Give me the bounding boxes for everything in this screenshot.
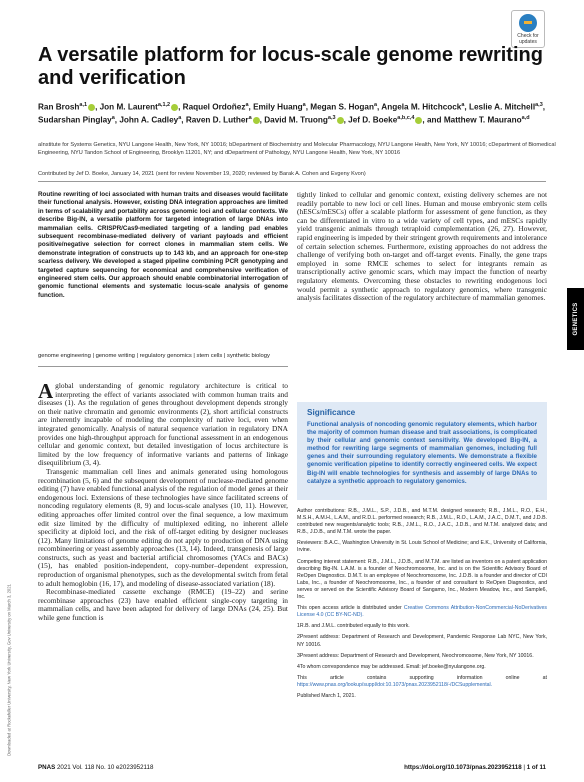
author-affiliation-marker: a,1 <box>79 102 88 108</box>
abstract: Routine rewriting of loci associated with human traits and diseases would facilitate their functional analysis. However, existing DNA integration approaches are limited in terms of scalability and portability across genomic loci and cellular contexts. We describe Big-IN, a versatile platform for targeted integration of large DNAs into mammalian cells. CRISPR/Cas9-mediated targeting of a landing pad enables subsequent recombinase-mediated delivery of variant payloads and efficient positive/negative selection for correct clones in mammalian stem cells. We demonstrate integration of constructs up to 143 kb, and an approach for one-step scarless delivery. We developed a staged pipeline combining PCR genotyping and targeted capture sequencing for economical and comprehensive verification of engineered stem cells. Our approach should enable combinatorial interrogation of genomic functional elements and systematic locus-scale analysis of genome function. <box>38 191 288 299</box>
badge-line1: Check for <box>517 33 539 39</box>
orcid-icon[interactable] <box>415 117 422 124</box>
supporting-info-note: This article contains supporting information online at https://www.pnas.org/lookup/suppl/doi:10.1073/pnas.2023952118/-/DCSupplemental. <box>297 674 547 688</box>
update-icon <box>519 14 537 32</box>
author-affiliation-marker: a <box>373 102 378 108</box>
present-address-3: 3Present address: Department of Research and Development, Neochromosome, New York, NY 10016. <box>297 652 534 659</box>
author-affiliation-marker: a,b,c,4 <box>397 115 415 122</box>
author-affiliation-marker: a <box>248 115 252 122</box>
competing-interest: Competing interest statement: R.B., J.M.L., J.D.B., and M.T.M. are listed as inventors on a patent application describing Big-IN. L.A.M. is a founder of Neochromosome, Inc. and is on the Scientific Advisory Board of ReOpen Diagnostics. D.M.T. is an employee of Neochromosome, Inc. J.D.B. is a founder and director of CDI Labs, Inc., a founder of Neochromosome, Inc., a founder of and consultant to ReOpen Diagnostics, and serves or served on the Scientific Advisory Board of Sangamo, Inc., Modern Meadow, Inc., and Sample6, Inc. <box>297 558 547 601</box>
author-name[interactable]: Raquel Ordoñez <box>182 102 246 112</box>
orcid-icon[interactable] <box>337 117 344 124</box>
orcid-icon[interactable] <box>171 104 178 111</box>
intro-paragraph-2: Transgenic mammalian cell lines and animals generated using homologous recombination (5, 6) and the subsequent development of nuclease-mediated genome editing (7) have enabled functional analysis of the regulation of model genes at their endogenous loci. Extensions of these technologies have since facilitated screens of noncoding regulatory elements (8, 9) and locus-scale analyses (10, 11). However, editing approaches offer limited control over the final sequence, a low maximum edit size limited by the difficulty of multiplexed editing, no inherent allele specificity at diploid loci, and the risk of off-target editing by designer nucleases (12). Many limitations of genome editing do not apply to production of DNA using recombineering or yeast assembly approaches (13, 14). Indeed, transgenesis of large constructs, such as yeast and bacterial artificial chromosomes (YACs and BACs) (15), has enabled position-independent, copy-number–dependent expression, reproduction of organismal phenotypes, such as the developmental switch from fetal to adult hemoglobin (16, 17), and modeling of disease-associated variation (18). <box>38 466 288 588</box>
author-affiliation-marker: a,d <box>521 115 530 122</box>
affiliations: aInstitute for Systems Genetics, NYU Langone Health, New York, NY 10016; bDepartment of Biochemistry and Molecular Pharmacology, NYU Langone Health, New York, NY 10016; cDepartment of Biomedical Engineering, NYU Tandon School of Engineering, Brooklyn 11201, NY; and dDepartment of Pathology, NYU Langone Health, New York, NY 10016 <box>38 142 556 156</box>
article-title: A versatile platform for locus-scale genome rewriting and verification <box>38 44 543 89</box>
author-name[interactable]: Jef D. Boeke <box>348 116 398 126</box>
header-divider <box>38 181 546 182</box>
author-affiliation-marker: a <box>111 115 115 122</box>
body-text-left <box>38 379 288 623</box>
author-name[interactable]: Raven D. Luther <box>185 116 249 126</box>
footer-citation: PNAS 2021 Vol. 118 No. 10 e2023952118 <box>38 764 154 771</box>
author-affiliation-marker: a <box>302 102 306 108</box>
intro-paragraph-1: Aglobal understanding of genomic regulatory architecture is critical to interpreting the effect of variants associated with common human traits and diseases (1). As the regulation of genes throughout development depends strongly on their native chromatin and genomic environments (2), short artificial constructs are inherently incapable of modeling the complexity of native loci, even when integrated genomically. Analysis of natural sequence variation in regulatory DNA provides one high-throughput approach for functional assessment in an endogenous cellular and genomic context, but detailed investigation of locus architecture is limited by the low frequency of informative variants and patterns of linkage disequilibrium (3, 4). <box>38 379 288 468</box>
author-name[interactable]: and Matthew T. Maurano <box>426 116 522 126</box>
author-name[interactable]: Megan S. Hogan <box>310 102 374 112</box>
equal-contribution-note: 1R.B. and J.M.L. contributed equally to this work. <box>297 623 410 630</box>
significance-text: Functional analysis of noncoding genomic regulatory elements, which harbor the majority of common human disease and trait associations, is complicated by their cellular and genomic context sensitivity. We developed Big-IN, a method for rewriting large segments of mammalian genomes, including full genes and their surrounding regulatory elements. We demonstrate a flexible genomic verification pipeline to identify correctly engineered cells. We expect Big-IN will enable technologies for synthesis and assembly of large DNAs to catalyze a synthetic approach to regulatory genomics. <box>307 421 537 485</box>
significance-title: Significance <box>307 408 356 417</box>
correspondence-note: 4To whom correspondence may be addressed. Email: jef.boeke@nyulangone.org. <box>297 663 486 670</box>
body-text-right: tightly linked to cellular and genomic context, existing delivery schemes are not readily portable to new loci or cell lines. Human and mouse embryonic stem cells (hESCs/mESCs) offer a scalable platform for assessment of gene function, as they can be differentiated in vitro to a wide variety of cell types, and mESCs rapidly yield transgenic animals through tetraploid complementation (26, 27). However, rapid engineering is impeded by their stringent growth requirements and intolerance of certain selection schemes. Furthermore, existing approaches do not address the challenge of verifying both on-target and off-target events. Finally, the gene traps employed in some RMCE schemes to select for integrants remain as transcriptionally active genomic scars, which may impact the function of nearby regulatory elements. Overcoming these obstacles to rewriting endogenous loci would permit a synthetic approach to regulatory genomics, where transgenic analysis facilitates dissection of the regulatory architecture of mammalian genomes. <box>297 190 547 303</box>
intro-paragraph-3: Recombinase-mediated cassette exchange (RMCE) (19–22) and serine recombinase approaches (23) have enabled efficient single-copy targeting in mammalian cells, and have been adapted for delivery of large DNAs (24, 25). But while gene function is <box>38 587 288 623</box>
badge-line2: updates <box>519 39 537 45</box>
license-link[interactable]: Creative Commons Attribution-NonCommercial-NoDerivatives License 4.0 (CC BY-NC-ND). <box>297 605 547 619</box>
keywords: genome engineering | genome writing | regulatory genomics | stem cells | synthetic biology <box>38 352 288 367</box>
orcid-icon[interactable] <box>88 104 95 111</box>
author-name[interactable]: Jon M. Laurent <box>99 102 158 112</box>
significance-box <box>297 402 547 500</box>
contributed-line: Contributed by Jef D. Boeke, January 14, 2021 (sent for review November 19, 2020; reviewed by Barak A. Cohen and Evgeny Kvon) <box>38 171 366 177</box>
check-for-updates-badge[interactable] <box>511 10 545 48</box>
author-list: Ran Brosh$^{a,1}$ , Jon M. Laurent$^{a,1,2}$ , Raquel Ordoñez$^a$, Emily Huang$^a$, Megan S. Hogan$^a$, Angela M. Hitchcock$^a$, Leslie A. Mitchell$^{a,3}$, Sudarshan Pinglay$^a$, John A. Cadley$^a$, Raven D. Luther$^a$ , David M. Truong$^{a,3}$ , Jef D. Boeke$^{a,b,c,4}$ , and Matthew T. Maurano$^{a,d}$ <box>38 102 546 126</box>
author-affiliation-marker: a,3 <box>535 102 543 108</box>
published-date: Published March 1, 2021. <box>297 692 356 699</box>
author-affiliation-marker: a <box>245 102 249 108</box>
open-access-note: This open access article is distributed under Creative Commons Attribution-NonCommercial-NoDerivatives License 4.0 (CC BY-NC-ND). <box>297 605 547 619</box>
author-name[interactable]: Angela M. Hitchcock <box>381 102 462 112</box>
author-affiliation-marker: a <box>461 102 465 108</box>
author-contributions: Author contributions: R.B., J.M.L., S.P., J.D.B., and M.T.M. designed research; R.B., J.M.L., R.O., E.H., M.S.H., A.M.H., L.A.M., and R.D.L. performed research; R.B., J.M.L., R.O., L.A.M., J.A.C., D.M.T., and J.D.B. contributed new reagents/analytic tools; R.B., J.M.L., R.O., J.A.C., J.D.B., and M.T.M. analyzed data; and R.B., J.D.B., and M.T.M. wrote the paper. <box>297 508 547 536</box>
download-stamp: Downloaded at Rockefeller University, New York University, Gov University on March 3, 2021 <box>6 584 12 756</box>
supporting-info-link[interactable]: https://www.pnas.org/lookup/suppl/doi:10.1073/pnas.2023952118/-/DCSupplemental. <box>297 681 493 688</box>
author-affiliation-marker: a,1,2 <box>157 102 171 108</box>
author-name[interactable]: Ran Brosh <box>38 102 80 112</box>
drop-cap: A <box>38 379 54 403</box>
section-tab: GENETICS <box>567 288 584 350</box>
author-name[interactable]: Leslie A. Mitchell <box>468 102 536 112</box>
author-name[interactable]: John A. Cadley <box>119 116 179 126</box>
author-affiliation-marker: a,3 <box>327 115 336 122</box>
footer-doi[interactable]: https://doi.org/10.1073/pnas.2023952118 | 1 of 11 <box>404 764 546 771</box>
author-affiliation-marker: a <box>178 115 182 122</box>
orcid-icon[interactable] <box>253 117 260 124</box>
reviewers-note: Reviewers: B.A.C., Washington University in St. Louis School of Medicine; and E.K., University of California, Irvine. <box>297 540 547 554</box>
article-notes <box>297 508 547 704</box>
author-name[interactable]: Emily Huang <box>253 102 303 112</box>
author-name[interactable]: David M. Truong <box>264 116 328 126</box>
present-address-2: 2Present address: Department of Research and Development, Pandemic Response Lab NYC, New York, NY 10016. <box>297 634 547 648</box>
author-name[interactable]: Sudarshan Pinglay <box>38 116 112 126</box>
